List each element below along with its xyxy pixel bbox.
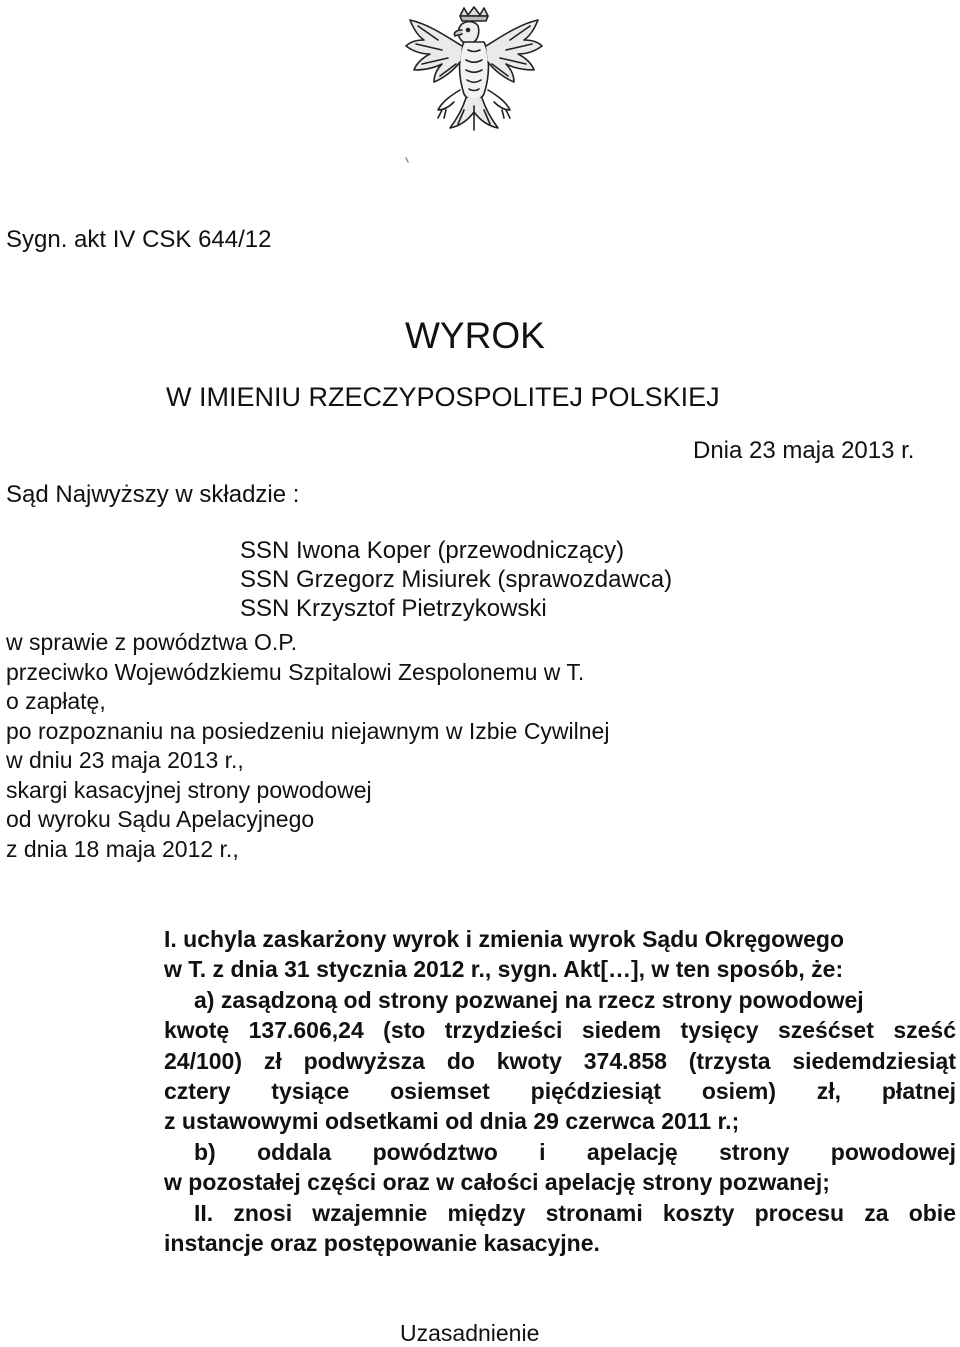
case-description — [6, 628, 609, 864]
case-line: po rozpoznaniu na posiedzeniu niejawnym w Izbie Cywilnej — [6, 717, 610, 744]
verdict-line: kwotę 137.606,24 (sto trzydzieści siedem tysięcy sześćset sześć — [164, 1017, 956, 1044]
verdict-line: b) oddala powództwo i apelację strony powodowej — [194, 1138, 956, 1165]
judgment-date: Dnia 23 maja 2013 r. — [693, 437, 915, 464]
case-line: od wyroku Sądu Apelacyjnego — [6, 806, 315, 832]
judge-item: SSN Iwona Koper (przewodniczący) — [240, 537, 625, 564]
case-line: skargi kasacyjnej strony powodowej — [6, 776, 372, 803]
verdict-line: I. uchyla zaskarżony wyrok i zmienia wyrok Sądu Okręgowego — [164, 926, 845, 952]
case-line: z dnia 18 maja 2012 r., — [6, 835, 239, 862]
case-line: w sprawie z powództwa O.P. — [6, 629, 298, 655]
judges-list — [240, 536, 672, 623]
document-title: WYROK — [405, 315, 545, 356]
verdict-line: II. znosi wzajemnie między stronami koszty procesu za obie — [194, 1199, 956, 1226]
judge-item: SSN Krzysztof Pietrzykowski — [240, 595, 547, 622]
justification-heading: Uzasadnienie — [400, 1320, 540, 1346]
verdict-line: 24/100) zł podwyższa do kwoty 374.858 (trzysta siedemdziesiąt — [164, 1047, 956, 1074]
verdict-text — [164, 924, 956, 1258]
case-line: przeciwko Wojewódzkiemu Szpitalowi Zespolonemu w T. — [6, 658, 585, 685]
case-line: w dniu 23 maja 2013 r., — [6, 747, 244, 773]
verdict-line: z ustawowymi odsetkami od dnia 29 czerwca 2011 r.; — [164, 1108, 740, 1135]
case-line: o zapłatę, — [6, 688, 106, 714]
verdict-line: w T. z dnia 31 stycznia 2012 r., sygn. Akt[…], w ten sposób, że: — [164, 956, 844, 983]
verdict-line: cztery tysiące osiemset pięćdziesiąt osiem) zł, płatnej — [164, 1078, 956, 1105]
judge-item: SSN Grzegorz Misiurek (sprawozdawca) — [240, 566, 673, 593]
polish-eagle-emblem-icon — [398, 6, 550, 166]
verdict-line: instancje oraz postępowanie kasacyjne. — [164, 1230, 600, 1257]
verdict-line: w pozostałej części oraz w całości apelację strony pozwanej; — [164, 1169, 830, 1196]
verdict-line: a) zasądzoną od strony pozwanej na rzecz strony powodowej — [194, 986, 864, 1013]
document-subtitle: W IMIENIU RZECZYPOSPOLITEJ POLSKIEJ — [166, 382, 720, 412]
case-signature: Sygn. akt IV CSK 644/12 — [6, 226, 272, 253]
court-composition-label: Sąd Najwyższy w składzie : — [6, 481, 300, 508]
